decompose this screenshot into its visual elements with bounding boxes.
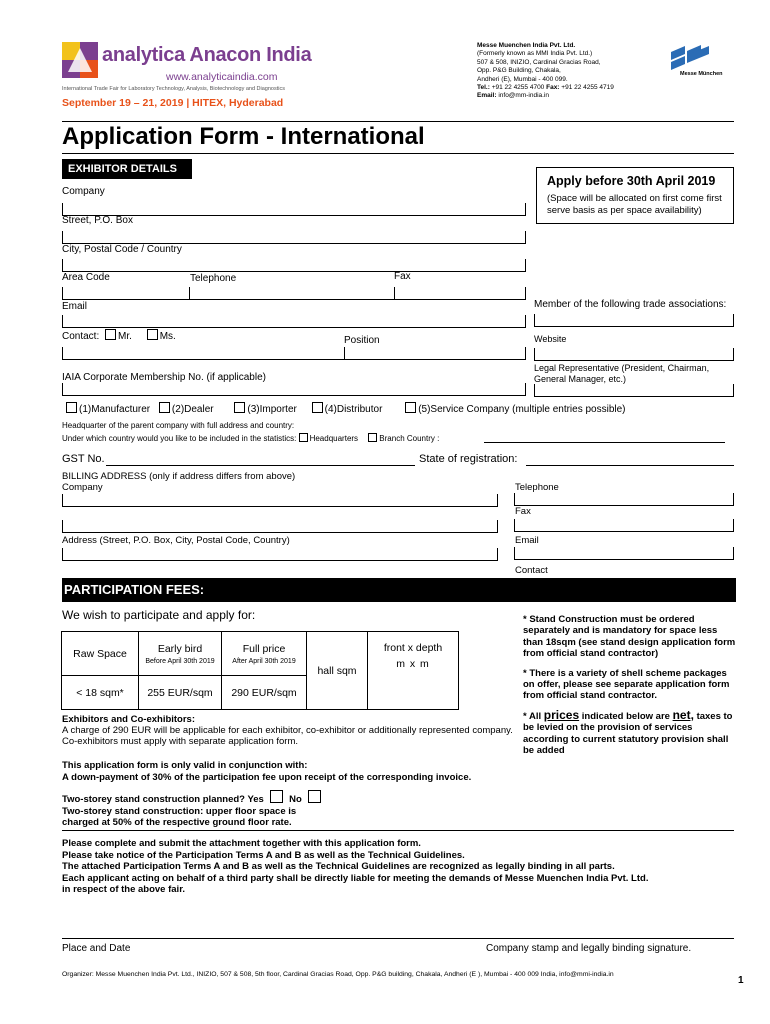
apply-deadline-note: (Space will be allocated on first come first serve basis as per space availability) <box>547 193 722 216</box>
fax-label: Fax: <box>546 84 560 92</box>
fee-notes <box>523 614 739 756</box>
city-field-end <box>525 259 526 272</box>
event-tagline: International Trade Fair for Laboratory Technology, Analysis, Biotechnology and Diagnostics <box>62 86 285 92</box>
trade-field-end <box>733 314 734 327</box>
organizer-line: 507 & 508, INIZIO, Cardinal Gracias Road, <box>477 58 601 66</box>
iaia-label: IAIA Corporate Membership No. (if applicable) <box>62 372 266 383</box>
headquarters-label: Headquarters <box>309 434 359 443</box>
website-field[interactable] <box>534 360 734 361</box>
category-label: (3)Importer <box>247 404 297 415</box>
page-number: 1 <box>738 975 744 986</box>
early-bird-header <box>139 632 222 676</box>
full-price-sub: After April 30th 2019 <box>232 657 296 665</box>
area-code-label: Area Code <box>62 272 110 283</box>
organizer-line: (Formerly known as MMI India Pvt. Ltd.) <box>477 50 593 58</box>
street-label: Street, P.O. Box <box>62 215 133 226</box>
trade-associations-field[interactable] <box>534 326 734 327</box>
billing-email-field[interactable] <box>514 559 734 560</box>
billing-company-label: Company <box>62 482 103 493</box>
billing-company2-end <box>497 520 498 533</box>
mr-checkbox[interactable] <box>105 329 116 340</box>
billing-company-field-2[interactable] <box>62 532 498 533</box>
company-field-end <box>525 203 526 216</box>
two-storey-yes-checkbox[interactable] <box>270 790 283 803</box>
mxm-label: m x m <box>396 658 430 670</box>
billing-address-end <box>497 548 498 561</box>
dealer-checkbox[interactable] <box>159 402 170 413</box>
two-storey-line-3: charged at 50% of the respective ground floor rate. <box>62 817 292 828</box>
position-label: Position <box>344 335 380 346</box>
exhibitor-details-banner: EXHIBITOR DETAILS <box>62 159 192 179</box>
net-note-prices: prices <box>543 707 580 722</box>
fees-table <box>61 631 459 710</box>
branch-country-field[interactable] <box>484 442 725 443</box>
email-field[interactable] <box>62 327 526 328</box>
state-registration-label: State of registration: <box>419 453 518 465</box>
billing-email-end <box>733 547 734 560</box>
service-company-checkbox[interactable] <box>405 402 416 413</box>
two-storey-question <box>62 790 321 806</box>
two-storey-no-checkbox[interactable] <box>308 790 321 803</box>
closing-line: Please take notice of the Participation Terms A and B as well as the Technical Guidelines. <box>62 849 465 861</box>
front-depth-cell[interactable] <box>368 632 459 710</box>
email-label: Email <box>62 301 88 312</box>
validity-block <box>62 760 471 783</box>
telephone-label: Telephone <box>190 273 237 284</box>
legal-rep-label: Legal Representative (President, Chairman, General Manager, etc.) <box>534 363 710 384</box>
category-row <box>66 402 626 415</box>
headquarters-checkbox[interactable] <box>299 433 308 442</box>
website-label: Website <box>534 334 567 344</box>
size-row-label: < 18 sqm* <box>62 676 139 710</box>
event-logo <box>62 42 98 78</box>
tel-value: +91 22 4255 4700 <box>491 84 545 92</box>
contact-row <box>62 329 176 342</box>
email-value[interactable]: info@mm-india.in <box>498 92 549 100</box>
front-depth-label: front x depth <box>383 642 443 654</box>
apply-deadline-box <box>536 167 734 224</box>
billing-telephone-field[interactable] <box>514 505 734 506</box>
legal-rep-field[interactable] <box>534 396 734 397</box>
gst-field[interactable] <box>106 465 415 466</box>
category-label: (4)Distributor <box>324 404 383 415</box>
importer-checkbox[interactable] <box>234 402 245 413</box>
branch-country-checkbox[interactable] <box>368 433 377 442</box>
billing-email-label: Email <box>515 535 539 546</box>
statistics-label: Under which country would you like to be included in the statistics: <box>62 434 297 443</box>
net-price-note <box>523 707 739 757</box>
early-bird-sub: Before April 30th 2019 <box>145 657 215 665</box>
distributor-checkbox[interactable] <box>312 402 323 413</box>
net-note-c: taxes to be levied on the provision of services according to current statutory provision shall be added <box>523 710 733 757</box>
shell-scheme-note: * There is a variety of shell scheme packages on offer, please see separate application form from official stand contractor. <box>523 667 730 702</box>
organizer-phone-line <box>477 84 657 92</box>
branch-country-label: Branch Country : <box>379 434 440 443</box>
street-field-end <box>525 231 526 244</box>
header-rule <box>62 121 734 122</box>
closing-block <box>62 838 648 896</box>
mr-label: Mr. <box>118 331 132 342</box>
organizer-line: Opp. P&G Building, Chakala, <box>477 67 561 75</box>
billing-fax-label: Fax <box>515 506 531 517</box>
coexhibitors-block <box>62 714 514 747</box>
city-label: City, Postal Code / Country <box>62 244 182 255</box>
two-storey-question-text: Two-storey stand construction planned? Yes <box>62 794 264 805</box>
ms-checkbox[interactable] <box>147 329 158 340</box>
title-rule <box>62 153 734 154</box>
city-field[interactable] <box>62 271 526 272</box>
state-registration-field[interactable] <box>526 465 734 466</box>
category-label: (5)Service Company (multiple entries possible) <box>418 404 626 415</box>
early-bird-label: Early bird <box>157 642 203 655</box>
closing-line: The attached Participation Terms A and B as well as the Technical Guidelines are recognized as legally binding in all parts. <box>62 861 615 873</box>
two-storey-line-2: Two-storey stand construction: upper floor space is <box>62 805 297 817</box>
phone-row-field[interactable] <box>62 299 526 300</box>
iaia-field[interactable] <box>62 395 526 396</box>
stand-construction-note: * Stand Construction must be ordered separately and is mandatory for space less than 18sqm (see stand design application form from official stand contractor) <box>523 614 736 660</box>
billing-tel-end <box>733 493 734 506</box>
manufacturer-checkbox[interactable] <box>66 402 77 413</box>
statistics-row <box>62 433 439 443</box>
organizer-address <box>477 42 657 101</box>
net-note-a: * All <box>523 710 542 722</box>
email-label: Email: <box>477 92 497 100</box>
form-title: Application Form - International <box>62 123 425 150</box>
coexhibitors-title: Exhibitors and Co-exhibitors: <box>62 714 196 725</box>
net-note-b: indicated below are <box>581 710 670 722</box>
organizer-email-line <box>477 92 657 100</box>
coexhibitors-text: A charge of 290 EUR will be applicable for each exhibitor, co-exhibitor or additionally represented company. Co-exhibitors must apply with separate application form. <box>62 725 513 747</box>
billing-company-end <box>497 494 498 507</box>
gst-label: GST No. <box>62 453 105 465</box>
closing-line: Please complete and submit the attachment together with this application form. <box>62 838 421 849</box>
early-bird-price[interactable]: 255 EUR/sqm <box>139 676 222 710</box>
net-note-net: net, <box>672 707 694 722</box>
messe-muenchen-logo <box>660 44 723 80</box>
closing-line: Each applicant acting on behalf of a third party shall be directly liable for meeting the demands of Messe Muenchen India Pvt. Ltd. <box>62 872 649 884</box>
fax-label: Fax <box>394 271 411 282</box>
closing-rule <box>62 830 734 831</box>
category-label: (2)Dealer <box>171 404 214 415</box>
company-label: Company <box>62 186 105 197</box>
messe-logo-icon <box>667 44 713 72</box>
participation-fees-banner: PARTICIPATION FEES: <box>62 578 736 602</box>
validity-line-1: This application form is only valid in conjunction with: <box>62 760 308 771</box>
billing-address-label: Address (Street, P.O. Box, City, Postal Code, Country) <box>62 535 290 546</box>
stamp-signature-label[interactable]: Company stamp and legally binding signature. <box>486 943 692 954</box>
iaia-field-end <box>525 383 526 396</box>
logo-mark-icon <box>62 42 98 78</box>
apply-deadline-title: Apply before 30th April 2019 <box>547 174 716 188</box>
contact-label: Contact: <box>62 331 100 342</box>
organizer-line: Andheri (E), Mumbai - 400 099. <box>477 75 568 83</box>
logo-text: analytica Anacon India <box>102 44 312 66</box>
tel-label: Tel.: <box>477 84 490 92</box>
event-dates: September 19 – 21, 2019 | HITEX, Hyderabad <box>62 97 284 109</box>
billing-header: BILLING ADDRESS (only if address differs from above) <box>62 471 296 482</box>
fees-intro: We wish to participate and apply for: <box>62 608 256 622</box>
email-field-end <box>525 315 526 328</box>
full-price-label: Full price <box>242 642 286 655</box>
billing-fax-field[interactable] <box>514 531 734 532</box>
messe-logo-caption: Messe München <box>680 71 723 77</box>
phone-row-end <box>525 287 526 300</box>
organizer-name: Messe Muenchen India Pvt. Ltd. <box>477 42 576 49</box>
full-price-header <box>222 632 307 676</box>
website-field-end <box>733 348 734 361</box>
billing-address-field[interactable] <box>62 560 498 561</box>
ms-label: Ms. <box>159 331 176 342</box>
contact-field[interactable] <box>62 359 526 360</box>
hall-sqm-cell[interactable]: hall sqm <box>307 632 368 710</box>
billing-company-field[interactable] <box>62 506 498 507</box>
category-label: (1)Manufacturer <box>79 404 151 415</box>
closing-line: in respect of the above fair. <box>62 884 186 896</box>
validity-line-2: A down-payment of 30% of the participation fee upon receipt of the corresponding invoice. <box>62 771 472 783</box>
event-url[interactable]: www.analyticaindia.com <box>166 71 278 83</box>
full-price-value[interactable]: 290 EUR/sqm <box>222 676 307 710</box>
place-date-label[interactable]: Place and Date <box>62 943 131 954</box>
contact-field-end <box>525 347 526 360</box>
billing-contact-label: Contact <box>515 565 548 576</box>
headquarter-label: Headquarter of the parent company with full address and country: <box>62 421 295 430</box>
two-storey-block <box>62 790 321 829</box>
organizer-footer: Organizer: Messe Muenchen India Pvt. Ltd., INIZIO, 507 & 508, 5th floor, Cardinal Gracias Road, Opp. P&G building, Chakala, Andheri (E ), Mumbai - 400 009 India, info@mmi-india.in <box>62 971 614 978</box>
raw-space-header: Raw Space <box>62 632 139 676</box>
billing-telephone-label: Telephone <box>515 482 559 493</box>
signature-rule <box>62 938 734 939</box>
legal-field-end <box>733 384 734 397</box>
two-storey-no-label: No <box>289 794 302 805</box>
trade-associations-label: Member of the following trade associations: <box>534 299 727 310</box>
fax-value: +91 22 4255 4719 <box>561 84 614 92</box>
billing-fax-end <box>733 519 734 532</box>
